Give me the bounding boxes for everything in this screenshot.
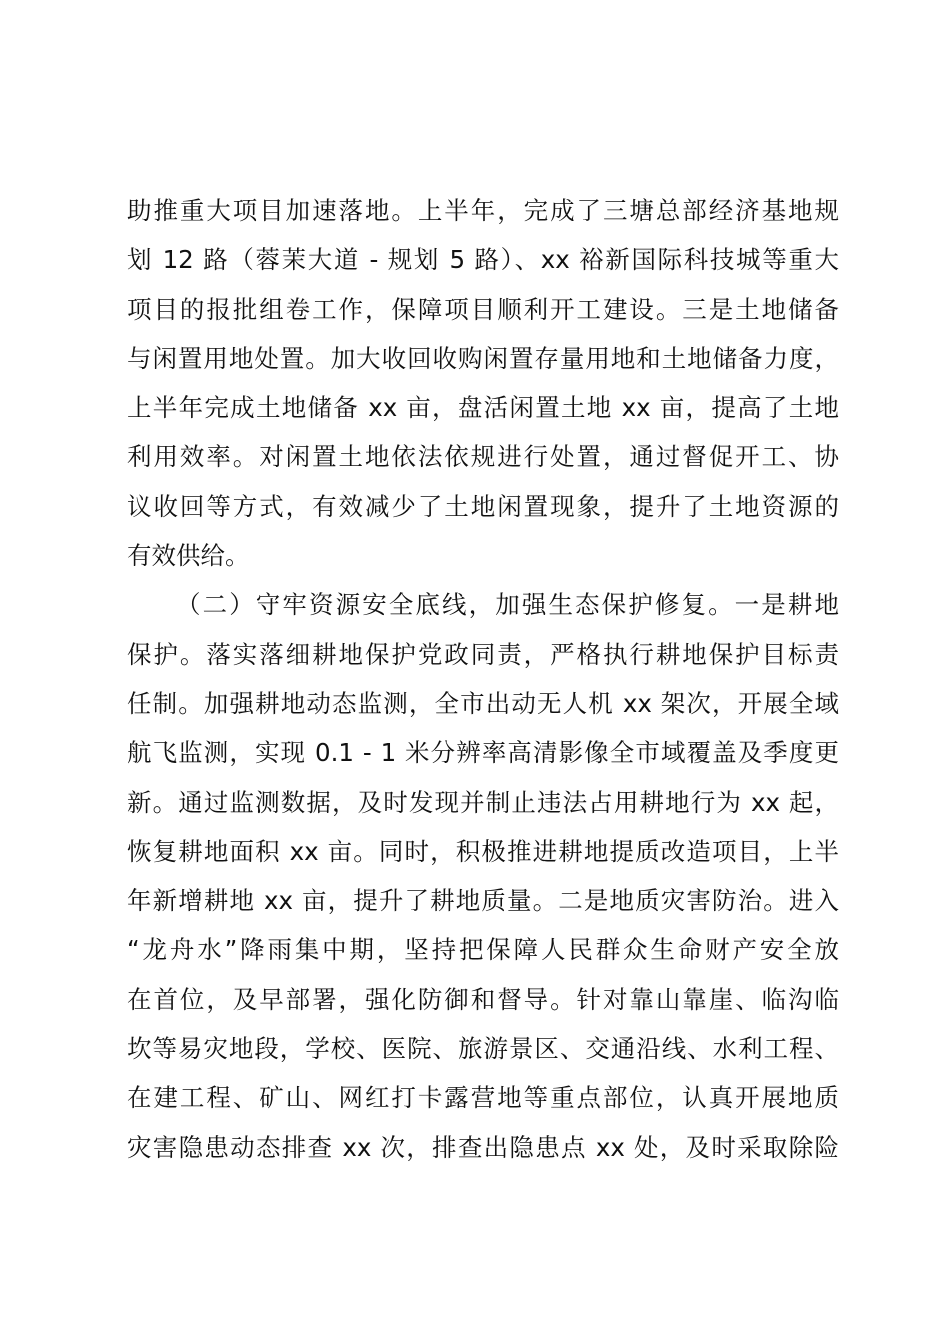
text-line: 利用效率。对闲置土地依法依规进行处置，通过督促开工、协 <box>127 442 839 472</box>
text-line: 灾害隐患动态排查 xx 次，排查出隐患点 xx 处，及时采取除险 <box>127 1132 839 1162</box>
text-line: 上半年完成土地储备 xx 亩，盘活闲置土地 xx 亩，提高了土地 <box>127 393 839 423</box>
section-heading-line: （二）守牢资源安全底线，加强生态保护修复。一是耕地 <box>176 590 839 620</box>
text-line: 有效供给。 <box>127 541 250 571</box>
text-line: 议收回等方式，有效减少了土地闲置现象，提升了土地资源的 <box>127 491 839 521</box>
document-body <box>127 186 839 1172</box>
text-line: 任制。加强耕地动态监测，全市出动无人机 xx 架次，开展全域 <box>127 688 839 718</box>
text-line: 助推重大项目加速落地。上半年，完成了三塘总部经济基地规 <box>127 196 839 225</box>
text-line: 项目的报批组卷工作，保障项目顺利开工建设。三是土地储备 <box>127 294 839 324</box>
text-line: 在建工程、矿山、网红打卡露营地等重点部位，认真开展地质 <box>127 1083 839 1113</box>
text-line: 坎等易灾地段，学校、医院、旅游景区、交通沿线、水利工程、 <box>127 1034 839 1064</box>
text-line: 与闲置用地处置。加大收回收购闲置存量用地和土地储备力度， <box>127 343 839 373</box>
text-line: 划 12 路（蓉茉大道 - 规划 5 路）、xx 裕新国际科技城等重大 <box>127 245 839 275</box>
text-line: 新。通过监测数据，及时发现并制止违法占用耕地行为 xx 起， <box>127 787 839 817</box>
text-line: 在首位，及早部署，强化防御和督导。针对靠山靠崖、临沟临 <box>127 984 839 1014</box>
text-line: 保护。落实落细耕地保护党政同责，严格执行耕地保护目标责 <box>127 639 839 669</box>
text-line: 航飞监测，实现 0.1 - 1 米分辨率高清影像全市域覆盖及季度更 <box>127 738 839 768</box>
text-line: 年新增耕地 xx 亩，提升了耕地质量。二是地质灾害防治。进入 <box>127 886 839 916</box>
text-line: 恢复耕地面积 xx 亩。同时，积极推进耕地提质改造项目，上半 <box>127 836 839 866</box>
text-line: “龙舟水”降雨集中期，坚持把保障人民群众生命财产安全放 <box>127 935 839 965</box>
